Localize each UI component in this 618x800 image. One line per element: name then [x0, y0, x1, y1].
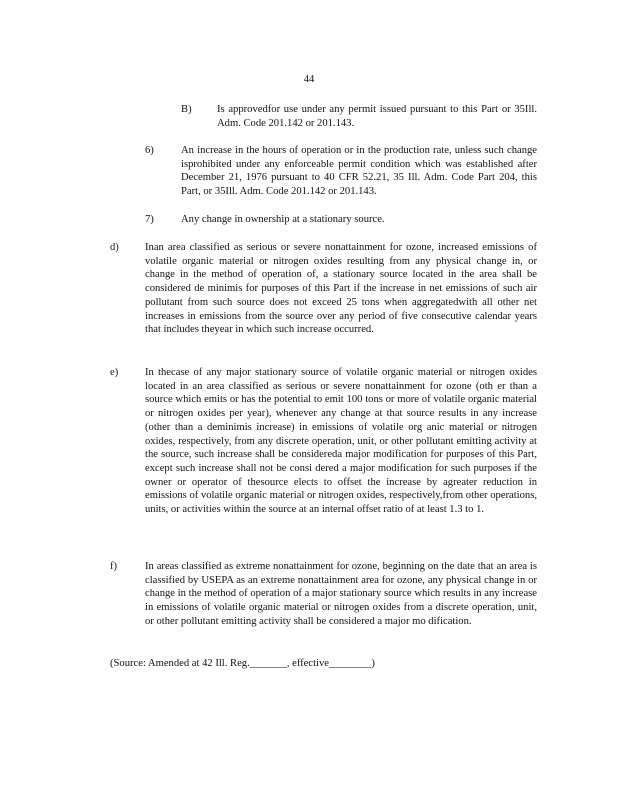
item-text-6: An increase in the hours of operation or in the production rate, unless such change isprohibited under any enforceable permit condition which was established after December 21, 1976 pursuant to 40 CFR 52.21, 35 Ill. Adm. Code Part 204, this Part, or 35Ill. Adm. Code 201.142 or 201.143. — [181, 145, 537, 198]
item-label-f: f) — [110, 561, 118, 572]
item-label-b: B) — [181, 104, 192, 115]
item-text-d: Inan area classified as serious or severe nonattainment for ozone, increased emissions of volatile organic material or nitrogen oxides resulting from any physical change in, or change in the method of operation of, a stationary source located in the area shall be considered de minimis for purposes of this Part if the increase in net emissions of such air pollutant from such source does not exceed 25 tons when aggregatedwith all other net increases in emissions from the source over any period of five consecutive calendar years that includes theyear in which such increase occurred. — [145, 242, 537, 336]
item-text-f: In areas classified as extreme nonattainment for ozone, beginning on the date that an area is classified by USEPA as an extreme nonattainment area for ozone, any physical change in or change in the method of operation of a major stationary source which results in any increase in emissions of volatile organic material or nitrogen oxides from a discrete operation, unit, or other pollutant emitting activity shall be considered a major mo dification. — [145, 561, 537, 627]
page-number: 44 — [303, 74, 315, 85]
item-label-d: d) — [110, 242, 119, 253]
source-note: (Source: Amended at 42 Ill. Reg._______, effective________) — [110, 658, 375, 669]
item-text-7: Any change in ownership at a stationary source. — [181, 214, 385, 225]
item-text-e: In thecase of any major stationary source of volatile organic material or nitrogen oxides located in an area classified as serious or severe nonattainment for ozone (oth er than a source which emits or has the potential to emit 100 tons or more of volatile organic material or nitrogen oxides per year), whenever any change at that source results in any increase (other than a deminimis increase) in emissions of volatile org anic material or nitrogen oxides, respectively, from any discrete operation, unit, or other pollutant emitting activity at the source, such increase shall be considereda major modification for purposes of this Part, except such increase shall not be consi dered a major modification for such purposes if the owner or operator of thesource elects to offset the increase by agreater reduction in emissions of volatile organic material or nitrogen oxides, respectively,from other operations, units, or activities within the source at an internal offset ratio of at least 1.3 to 1. — [145, 367, 537, 516]
item-label-7: 7) — [145, 214, 154, 225]
item-label-6: 6) — [145, 145, 154, 156]
item-text-b: Is approvedfor use under any permit issued pursuant to this Part or 35Ill. Adm. Code 201.142 or 201.143. — [217, 104, 537, 129]
item-label-e: e) — [110, 367, 119, 378]
